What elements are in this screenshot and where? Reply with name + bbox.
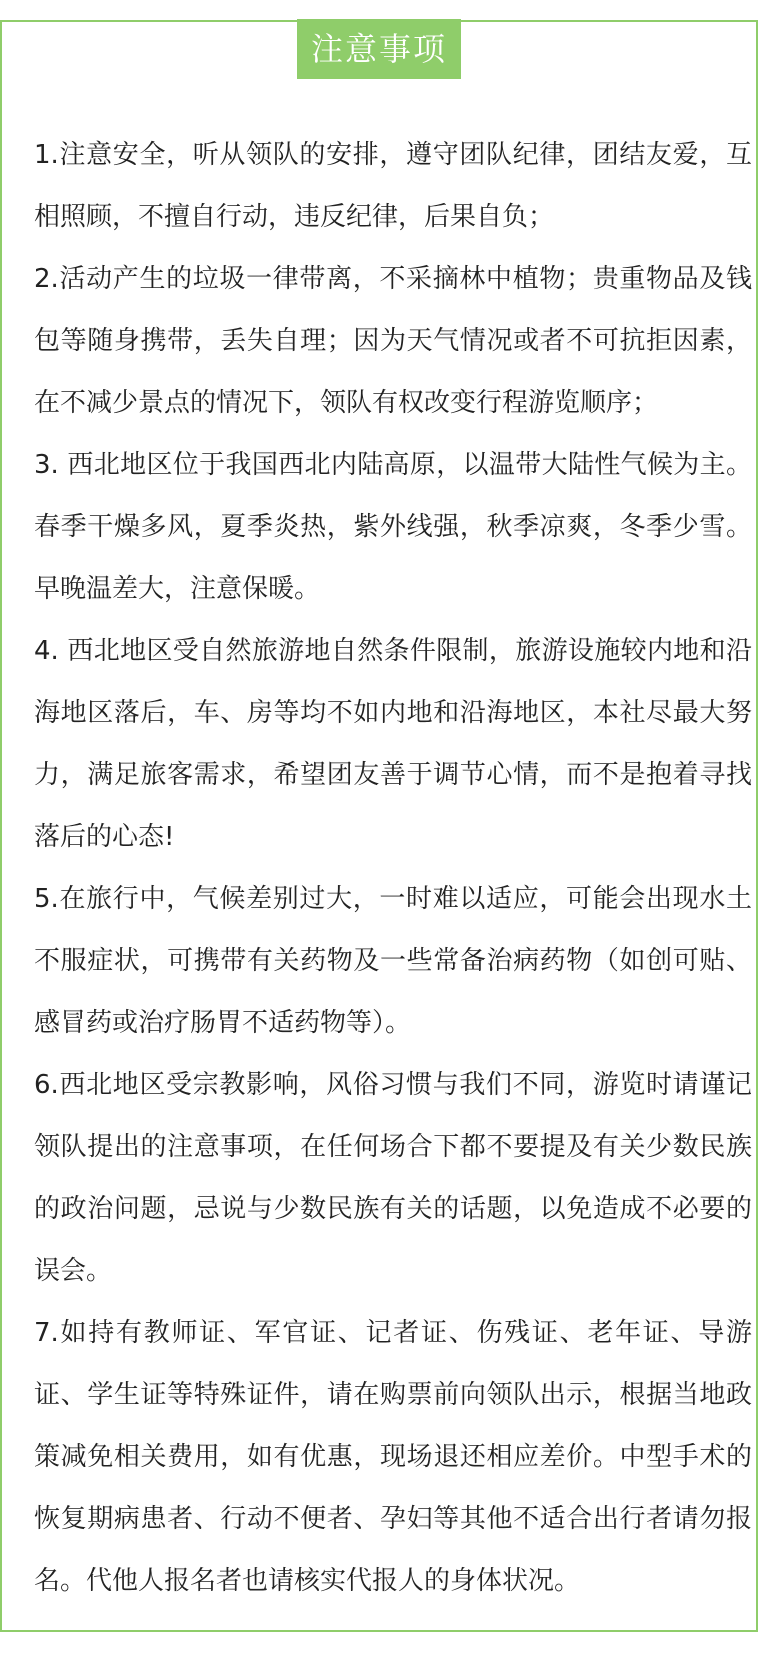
notice-item-3: 3. 西北地区位于我国西北内陆高原，以温带大陆性气候为主。春季干燥多风，夏季炎热，紫外线强，秋季凉爽，冬季少雪。早晚温差大，注意保暖。 xyxy=(34,450,752,604)
notice-item-1: 1.注意安全，听从领队的安排，遵守团队纪律，团结友爱，互相照顾，不擅自行动，违反纪律，后果自负； xyxy=(34,140,752,232)
notice-item-4: 4. 西北地区受自然旅游地自然条件限制，旅游设施较内地和沿海地区落后，车、房等均不如内地和沿海地区，本社尽最大努力，满足旅客需求，希望团友善于调节心情，而不是抱着寻找落后的心态! xyxy=(34,636,752,852)
notice-item-2: 2.活动产生的垃圾一律带离，不采摘林中植物；贵重物品及钱包等随身携带，丢失自理；因为天气情况或者不可抗拒因素，在不减少景点的情况下，领队有权改变行程游览顺序； xyxy=(34,264,752,418)
notice-content xyxy=(34,124,752,1612)
notice-item-5: 5.在旅行中，气候差别过大，一时难以适应，可能会出现水土不服症状，可携带有关药物及一些常备治病药物（如创可贴、感冒药或治疗肠胃不适药物等）。 xyxy=(34,884,752,1038)
notice-title: 注意事项 xyxy=(297,19,461,79)
notice-item-7: 7.如持有教师证、军官证、记者证、伤残证、老年证、导游证、学生证等特殊证件，请在购票前向领队出示，根据当地政策减免相关费用，如有优惠，现场退还相应差价。中型手术的恢复期病患者、行动不便者、孕妇等其他不适合出行者请勿报名。代他人报名者也请核实代报人的身体状况。 xyxy=(34,1318,752,1596)
notice-item-6: 6.西北地区受宗教影响，风俗习惯与我们不同，游览时请谨记领队提出的注意事项，在任何场合下都不要提及有关少数民族的政治问题，忌说与少数民族有关的话题，以免造成不必要的误会。 xyxy=(34,1070,752,1286)
